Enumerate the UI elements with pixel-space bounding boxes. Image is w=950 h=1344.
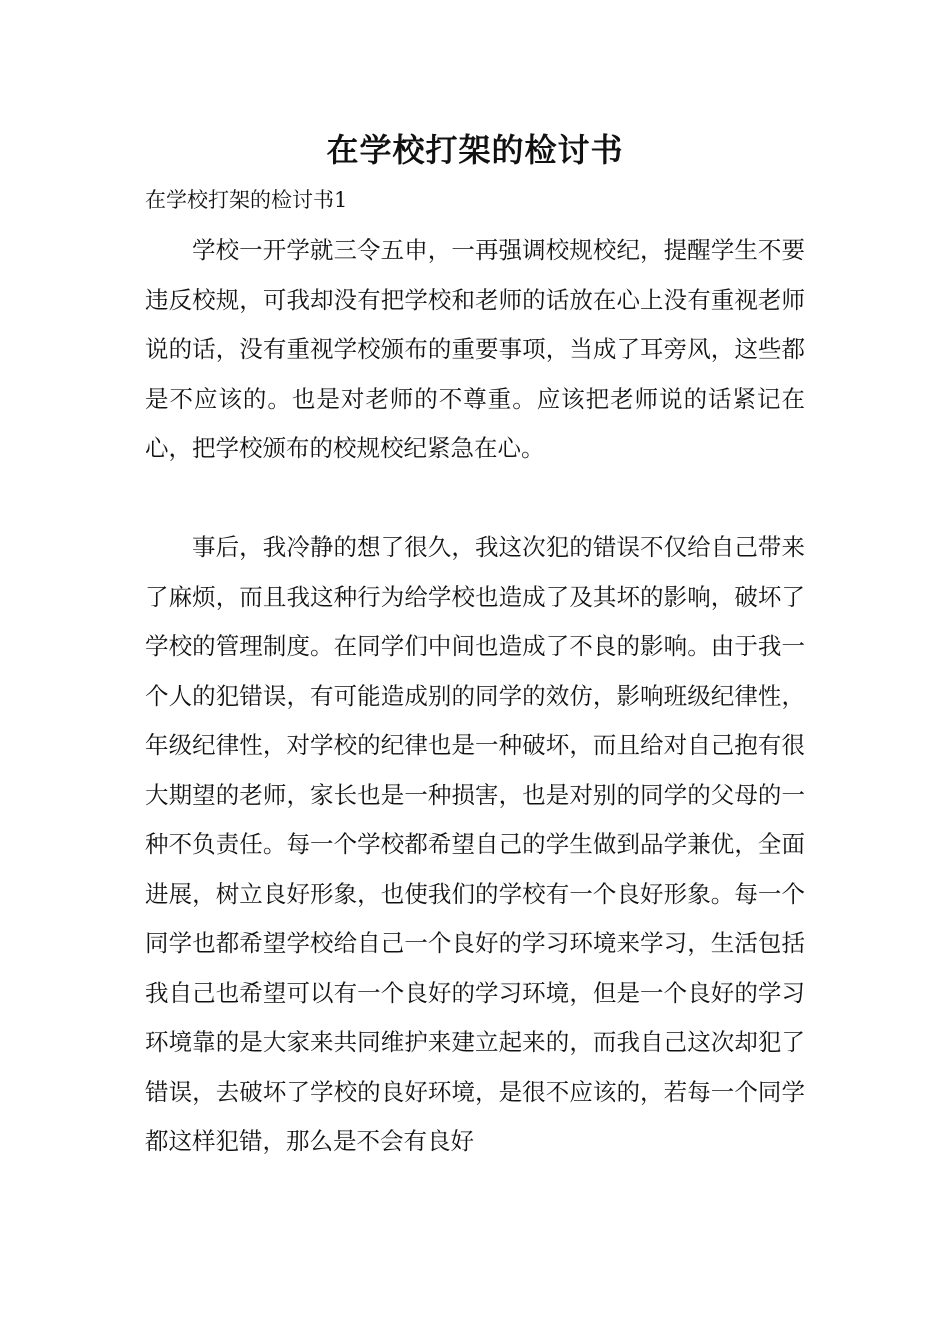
document-title: 在学校打架的检讨书 (326, 131, 624, 169)
paragraph-1: 学校一开学就三令五申，一再强调校规校纪，提醒学生不要违反校规，可我却没有把学校和老师的话放在心上没有重视老师说的话，没有重视学校颁布的重要事项，当成了耳旁风，这些都是不应该的。也是对老师的不尊重。应该把老师说的话紧记在心，把学校颁布的校规校纪紧急在心。 (145, 236, 805, 462)
section-heading: 在学校打架的检讨书1 (145, 188, 348, 212)
paragraph-2: 事后，我冷静的想了很久，我这次犯的错误不仅给自己带来了麻烦，而且我这种行为给学校也造成了及其坏的影响，破坏了学校的管理制度。在同学们中间也造成了不良的影响。由于我一个人的犯错误，有可能造成别的同学的效仿，影响班级纪律性，年级纪律性，对学校的纪律也是一种破坏，而且给对自己抱有很大期望的老师，家长也是一种损害，也是对别的同学的父母的一种不负责任。每一个学校都希望自己的学生做到品学兼优，全面进展，树立良好形象，也使我们的学校有一个良好形象。每一个同学也都希望学校给自己一个良好的学习环境来学习，生活包括我自己也希望可以有一个良好的学习环境，但是一个良好的学习环境靠的是大家来共同维护来建立起来的，而我自己这次却犯了错误，去破坏了学校的良好环境，是很不应该的，若每一个同学都这样犯错，那么是不会有良好 (145, 533, 805, 1155)
